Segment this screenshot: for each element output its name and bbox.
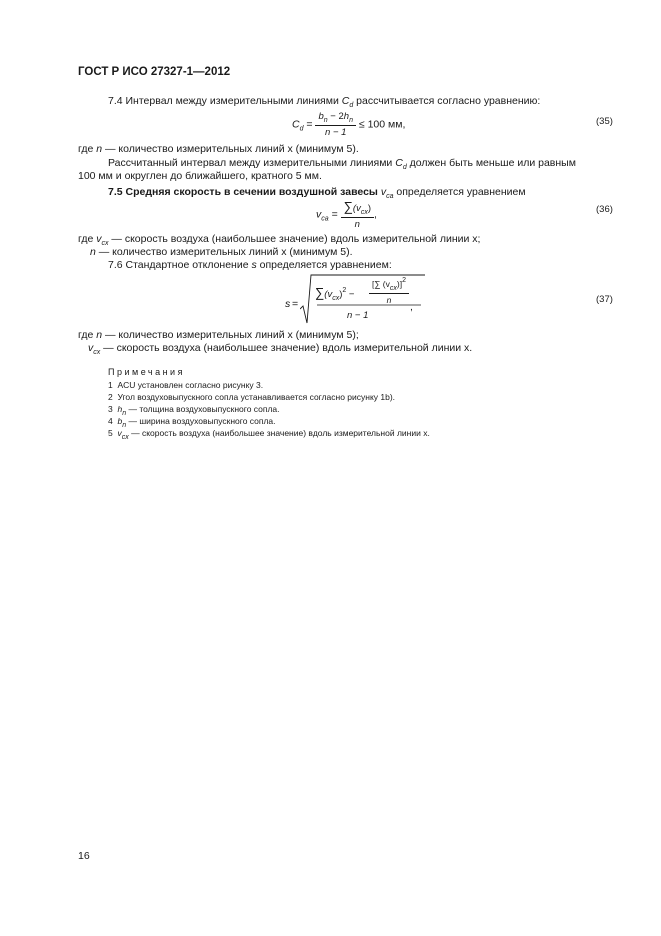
var: C — [395, 157, 403, 169]
note-sub: cx — [121, 434, 129, 441]
note-num: 3 — [108, 404, 113, 414]
note-text: ACU установлен согласно рисунку 3. — [117, 380, 264, 390]
text: где — [78, 233, 97, 245]
eq-sign: = — [303, 118, 316, 131]
eq-lhs-sub: d — [299, 125, 304, 133]
v: (v — [324, 289, 333, 300]
note-var: v — [117, 428, 122, 438]
note-var: b — [117, 416, 123, 426]
note-sub: n — [122, 422, 127, 429]
eq-sign: = — [328, 208, 341, 221]
inner-sum: [∑ (v — [372, 279, 390, 289]
equation-35 — [292, 111, 405, 138]
text: — скорость воздуха (наибольшее значение) вдоль измерительной линии x. — [100, 342, 473, 354]
var: n — [96, 143, 103, 155]
v-sub: cx — [332, 295, 340, 302]
paragraph-7-4-line2: 100 мм и округлен до ближайшего, кратного 5 мм. — [78, 170, 322, 182]
note-2 — [108, 392, 395, 402]
section-7-5-intro — [108, 186, 526, 200]
var: v — [88, 342, 94, 354]
section-7-6-intro — [108, 259, 392, 271]
note-1 — [108, 380, 263, 390]
v-sub: cx — [360, 209, 368, 216]
note-sub: n — [122, 410, 127, 417]
note-num: 5 — [108, 428, 113, 438]
text: должен быть меньше или равным — [406, 157, 576, 169]
sub: ca — [386, 193, 394, 200]
bold-text: 7.5 Средняя скорость в сечении воздушной завесы — [108, 186, 381, 198]
text: где — [78, 143, 97, 155]
equation-number-36: (36) — [596, 204, 613, 215]
var: n — [96, 329, 103, 341]
sub: cx — [101, 240, 109, 247]
radicand-numerator — [315, 285, 354, 302]
text: — количество измерительных линий x (минимум 5). — [95, 246, 353, 258]
sub: d — [349, 102, 354, 109]
note-var: h — [117, 404, 123, 414]
var: v — [96, 233, 102, 245]
text: рассчитывается согласно уравнению: — [353, 95, 541, 107]
var: C — [341, 95, 350, 107]
fraction — [341, 199, 374, 230]
denominator: n — [354, 219, 360, 230]
close: ) — [339, 289, 343, 300]
notes-title: Примечания — [108, 367, 185, 377]
minus: − — [346, 289, 355, 300]
var: n — [90, 246, 96, 258]
denominator: n − 1 — [347, 310, 369, 321]
b: b — [318, 111, 324, 122]
eq-lhs: C — [292, 118, 300, 131]
sigma: ∑ — [315, 285, 325, 300]
equation-number-37: (37) — [596, 294, 613, 305]
text: 7.4 Интервал между измерительными линиями — [108, 95, 342, 107]
var: s — [251, 259, 257, 271]
exp: 2 — [342, 287, 347, 294]
fraction — [315, 111, 356, 138]
note-text: Угол воздуховыпускного сопла устанавливается согласно рисунку 1b). — [117, 392, 396, 402]
denominator: n − 1 — [325, 127, 347, 138]
note-num: 1 — [108, 380, 113, 390]
numerator — [341, 199, 374, 218]
b-sub: n — [323, 117, 328, 124]
where-v-76 — [88, 342, 472, 356]
text: Рассчитанный интервал между измерительными линиями — [108, 157, 396, 169]
text: — количество измерительных линий x (минимум 5). — [102, 143, 359, 155]
comma: , — [410, 301, 413, 313]
minus2: − 2 — [327, 111, 344, 122]
note-text: — толщина воздуховыпускного сопла. — [126, 404, 280, 414]
sigma: ∑ — [343, 199, 353, 214]
inner-sub: cx — [389, 285, 397, 292]
eq-lhs: v — [316, 208, 322, 221]
var: v — [380, 186, 387, 198]
section-7-4-intro — [108, 95, 540, 109]
h: h — [343, 111, 350, 122]
text: где — [78, 329, 97, 341]
inner-denominator: n — [386, 295, 392, 305]
inner-exp: 2 — [402, 277, 406, 284]
inner-numerator — [369, 277, 409, 294]
note-num: 2 — [108, 392, 113, 402]
where-n-74 — [78, 143, 359, 155]
where-n-75 — [90, 246, 353, 258]
note-text: — ширина воздуховыпускного сопла. — [126, 416, 276, 426]
text: — количество измерительных линий x (минимум 5); — [102, 329, 359, 341]
paragraph-7-4-line1 — [108, 157, 576, 171]
note-num: 4 — [108, 416, 113, 426]
v: (v — [352, 203, 361, 214]
document-header: ГОСТ Р ИСО 27327-1—2012 — [78, 66, 231, 78]
equation-number-35: (35) — [596, 116, 613, 127]
equation-36 — [316, 199, 377, 230]
sub: cx — [93, 349, 101, 356]
page-number: 16 — [78, 850, 90, 862]
text: 7.6 Стандартное отклонение — [108, 259, 252, 271]
where-n-76 — [78, 329, 359, 341]
eq-lhs-sub: ca — [321, 215, 329, 223]
text: определяется уравнением — [393, 186, 526, 198]
close: ) — [367, 203, 371, 214]
comma: , — [374, 208, 377, 221]
numerator — [315, 111, 356, 126]
eq-sign: = — [292, 298, 299, 310]
h-sub: n — [349, 117, 353, 124]
eq-lhs: s — [285, 298, 291, 310]
text: — скорость воздуха (наибольшее значение) вдоль измерительной линии x; — [108, 233, 481, 245]
inner-close: )] — [396, 279, 403, 289]
note-5 — [108, 428, 430, 441]
inner-fraction — [369, 277, 409, 305]
note-text: — скорость воздуха (наибольшее значение) вдоль измерительной линии x. — [128, 428, 430, 438]
sub: d — [402, 164, 407, 171]
text: определяется уравнением: — [256, 259, 392, 271]
eq-rhs: ≤ 100 мм, — [356, 118, 406, 131]
where-v-75 — [78, 233, 480, 247]
